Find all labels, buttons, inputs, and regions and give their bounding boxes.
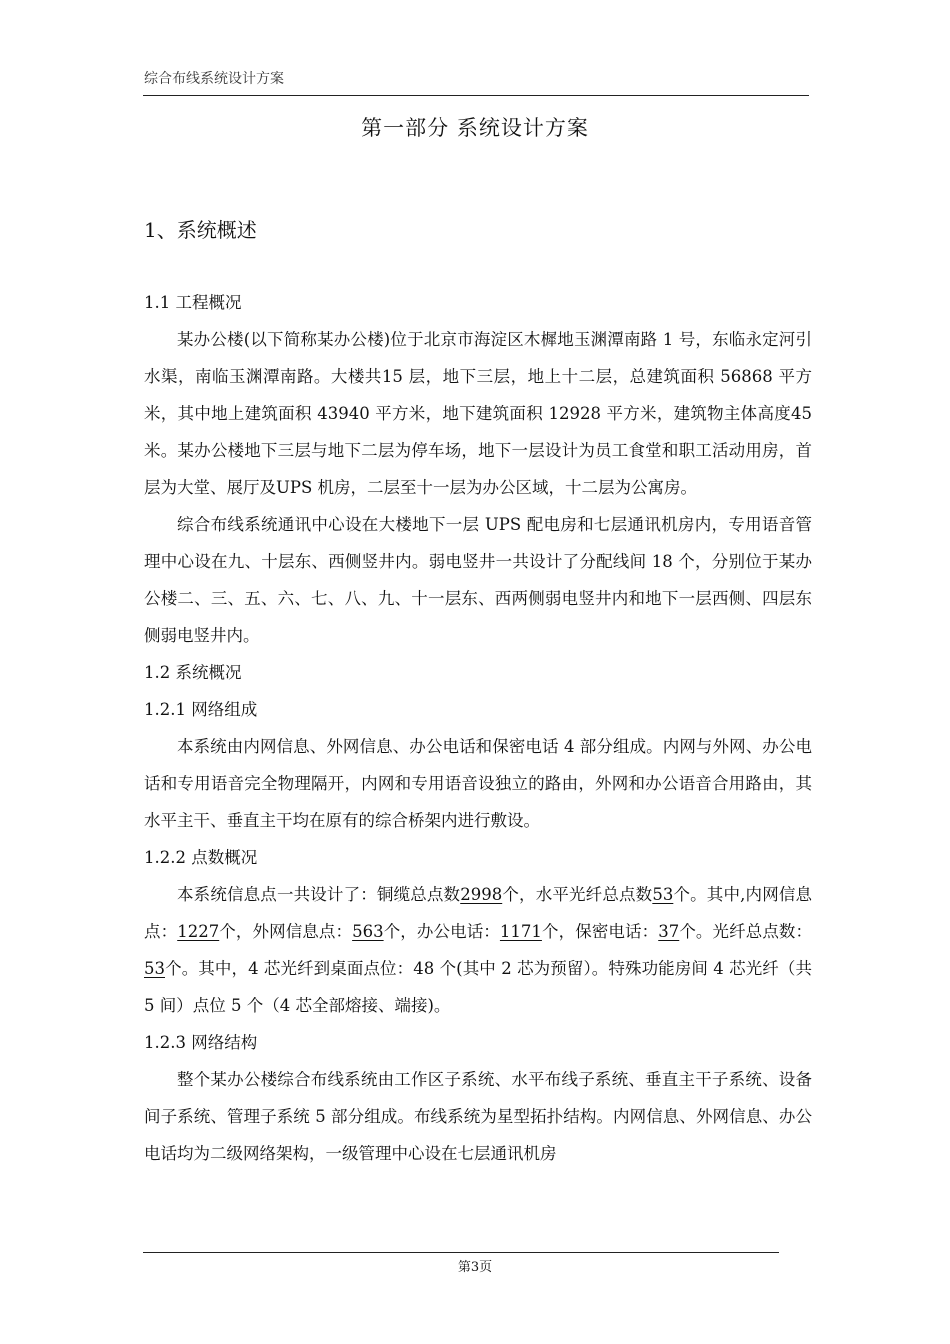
footer-divider [143, 1252, 779, 1253]
fiber-total-value: 53 [652, 885, 674, 904]
paragraph-point-counts [144, 876, 812, 1024]
text-segment: 个，外网信息点： [219, 922, 353, 941]
intranet-points-value: 1227 [177, 922, 220, 941]
subsection-heading-1-1: 1.1 工程概况 [144, 293, 242, 312]
text-segment: 个。其中,内网信息点： [144, 885, 813, 941]
text-segment: 个。其中，4 芯光纤到桌面点位：48 个(其中 2 芯为预留）。特殊功能房间 4 芯光纤（共 5 间）点位 5 个（4 芯全部熔接、端接)。 [144, 959, 812, 1015]
copper-total-value: 2998 [460, 885, 503, 904]
secure-phone-value: 37 [658, 922, 680, 941]
subsection-heading-1-2-2: 1.2.2 点数概况 [144, 848, 258, 867]
paragraph-network-composition: 本系统由内网信息、外网信息、办公电话和保密电话 4 部分组成。内网与外网、办公电话和专用语音完全物理隔开，内网和专用语音设独立的路由，外网和办公语音合用路由，其水平主干、垂直主干均在原有的综合桥架内进行敷设。 [144, 737, 812, 830]
subsection-heading-1-2: 1.2 系统概况 [144, 663, 242, 682]
section-heading: 1、系统概述 [144, 218, 257, 242]
subsection-heading-1-2-3: 1.2.3 网络结构 [144, 1033, 258, 1052]
extranet-points-value: 563 [352, 922, 384, 941]
header-divider [143, 95, 809, 96]
fiber-points-value: 53 [144, 959, 165, 978]
paragraph-network-structure: 整个某办公楼综合布线系统由工作区子系统、水平布线子系统、垂直主干子系统、设备间子系统、管理子系统 5 部分组成。布线系统为星型拓扑结构。内网信息、外网信息、办公电话均为二级网络架构，一级管理中心设在七层通讯机房 [144, 1070, 812, 1163]
office-phone-value: 1171 [499, 922, 542, 941]
text-segment: 个，水平光纤总点数 [502, 885, 653, 904]
document-body [144, 284, 812, 1172]
text-segment: 个。光纤总点数： [679, 922, 813, 941]
page-title: 第一部分 系统设计方案 [361, 116, 589, 140]
text-segment: 个，办公电话： [383, 922, 500, 941]
running-header: 综合布线系统设计方案 [144, 71, 284, 87]
paragraph-project-overview: 某办公楼(以下简称某办公楼)位于北京市海淀区木樨地玉渊潭南路 1 号，东临永定河引水渠，南临玉渊潭南路。大楼共15 层，地下三层，地上十二层，总建筑面积 56868 平方米，其中地上建筑面积 43940 平方米，地下建筑面积 12928 平方米，建筑物主体高度45 米。某办公楼地下三层与地下二层为停车场，地下一层设计为员工食堂和职工活动用房，首层为大堂、展厅及UPS 机房，二层至十一层为办公区域，十二层为公寓房。 [144, 330, 812, 497]
text-segment: 个，保密电话： [541, 922, 659, 941]
page-number: 第3页 [457, 1260, 493, 1275]
text-segment: 本系统信息点一共设计了：铜缆总点数 [177, 885, 461, 904]
paragraph-communication-center: 综合布线系统通讯中心设在大楼地下一层 UPS 配电房和七层通讯机房内，专用语音管理中心设在九、十层东、西侧竖井内。弱电竖井一共设计了分配线间 18 个，分别位于某办公楼二、三、五、六、七、八、九、十一层东、西两侧弱电竖井内和地下一层西侧、四层东侧弱电竖井内。 [144, 515, 812, 645]
subsection-heading-1-2-1: 1.2.1 网络组成 [144, 700, 258, 719]
